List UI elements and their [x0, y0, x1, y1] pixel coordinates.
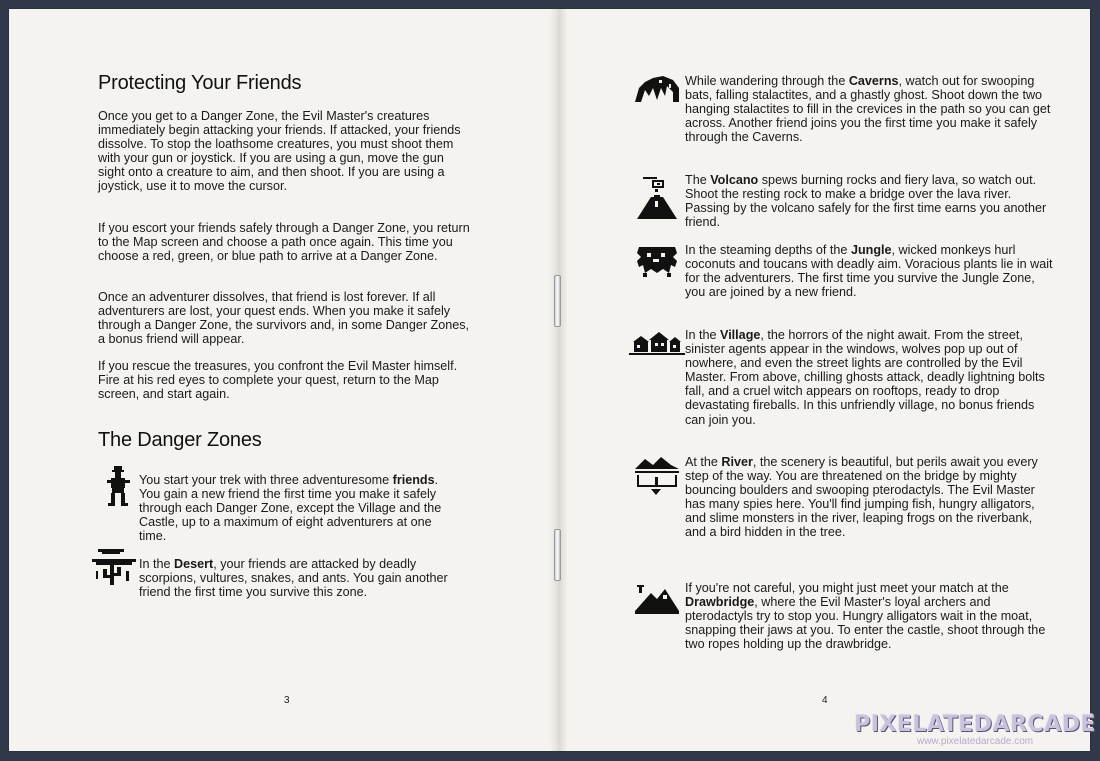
manual-booklet — [9, 9, 1090, 751]
volcano-icon — [629, 173, 685, 221]
protecting-friends-heading: Protecting Your Friends — [98, 72, 302, 94]
friends-entry — [97, 464, 477, 543]
river-text: At the River, the scenery is beautiful, but perils await you every step of the way. You are threatened on the bridge by mighty bouncing boulders and swooping pterodactyls. The Evil Master has many spies here. You'll find jumping fish, hungry alligators, and slime monsters in the river, leaping frogs on the riverbank, and a bird hidden in the tree. — [685, 455, 1038, 540]
staple-top — [554, 275, 561, 327]
right-page — [567, 9, 1090, 751]
pixelated-arcade-watermark — [854, 712, 1096, 747]
desert-text: In the Desert, your friends are attacked by deadly scorpions, vultures, snakes, and ants. You gain another friend the first time you survive this zone. — [139, 557, 448, 600]
drawbridge-entry — [629, 581, 1069, 651]
village-entry — [629, 328, 1069, 427]
caverns-text: While wandering through the Caverns, watch out for swooping bats, falling stalactites, and a ghastly ghost. Shoot down the two hanging stalactites to fill in the crevices in the path so you can get across. Another friend joins you the first time you make it safely through the Caverns. — [685, 74, 1051, 145]
page-number-right: 4 — [822, 695, 828, 706]
protecting-para-3: Once an adventurer dissolves, that friend is lost forever. If all adventurers are lost, your quest ends. When you make it safely through a Danger Zone, the survivors and, in some Danger Zones, a bonus friend will appear. — [98, 290, 470, 347]
volcano-entry — [629, 173, 1069, 229]
danger-zones-heading: The Danger Zones — [98, 429, 262, 451]
village-text: In the Village, the horrors of the night await. From the street, sinister agents appear in the windows, wolves pop up out of nowhere, and even the street lights are controlled by the Evil Master. From above, chilling ghosts attack, deadly lightning bolts fall, and a cruel witch appears on rooftops, ready to drop devastating fireballs. In this unfriendly village, no bonus friends can join you. — [685, 328, 1045, 427]
jungle-icon — [629, 243, 685, 277]
drawbridge-text: If you're not careful, you might just meet your match at the Drawbridge, where the Evil Master's loyal archers and pterodactyls try to stop you. Hungry alligators wait in the moat, snapping their jaws at you. To enter the castle, shoot through the two ropes holding up the drawbridge. — [685, 581, 1046, 652]
friends-text: You start your trek with three adventuresome friends. You gain a new friend the first time you make it safely through each Danger Zone, except the Village and the Castle, up to a maximum of eight adventurers at one time. — [139, 473, 442, 544]
page-number-left: 3 — [284, 695, 290, 706]
watermark-url: www.pixelatedarcade.com — [916, 736, 1034, 747]
protecting-para-2: If you escort your friends safely through a Danger Zone, you return to the Map screen and choose a path once again. This time you choose a red, green, or blue path to arrive at a Danger Zone. — [98, 221, 470, 264]
village-icon — [629, 328, 685, 358]
drawbridge-icon — [629, 581, 685, 615]
booklet-spine — [549, 9, 567, 751]
caverns-entry — [629, 74, 1069, 144]
left-page — [9, 9, 549, 751]
caverns-icon — [629, 74, 685, 104]
jungle-entry — [629, 243, 1069, 299]
desert-entry — [89, 547, 479, 599]
protecting-para-4: If you rescue the treasures, you confront the Evil Master himself. Fire at his red eyes to complete your quest, return to the Map screen, and start again. — [98, 359, 458, 402]
watermark-title: PIXELATEDARCADE — [854, 712, 1096, 737]
desert-icon — [89, 547, 139, 593]
protecting-para-1: Once you get to a Danger Zone, the Evil Master's creatures immediately begin attacking your friends. If attacked, your friends dissolve. To stop the loathsome creatures, you must shoot them with your gun or joystick. If you are using a gun, move the gun sight onto a creature to aim, and then shoot. If you are using a joystick, use it to move the cursor. — [98, 109, 461, 194]
river-entry — [629, 455, 1069, 540]
river-icon — [629, 455, 685, 499]
volcano-text: The Volcano spews burning rocks and fiery lava, so watch out. Shoot the resting rock to make a bridge over the lava river. Passing by the volcano safely for the first time earns you another friend. — [685, 173, 1047, 230]
friend-adventurer-icon — [97, 464, 139, 510]
staple-bottom — [554, 529, 561, 581]
jungle-text: In the steaming depths of the Jungle, wicked monkeys hurl coconuts and toucans with deadly aim. Voracious plants lie in wait for the adventurers. The first time you survive the Jungle Zone, you are joined by a new friend. — [685, 243, 1053, 300]
